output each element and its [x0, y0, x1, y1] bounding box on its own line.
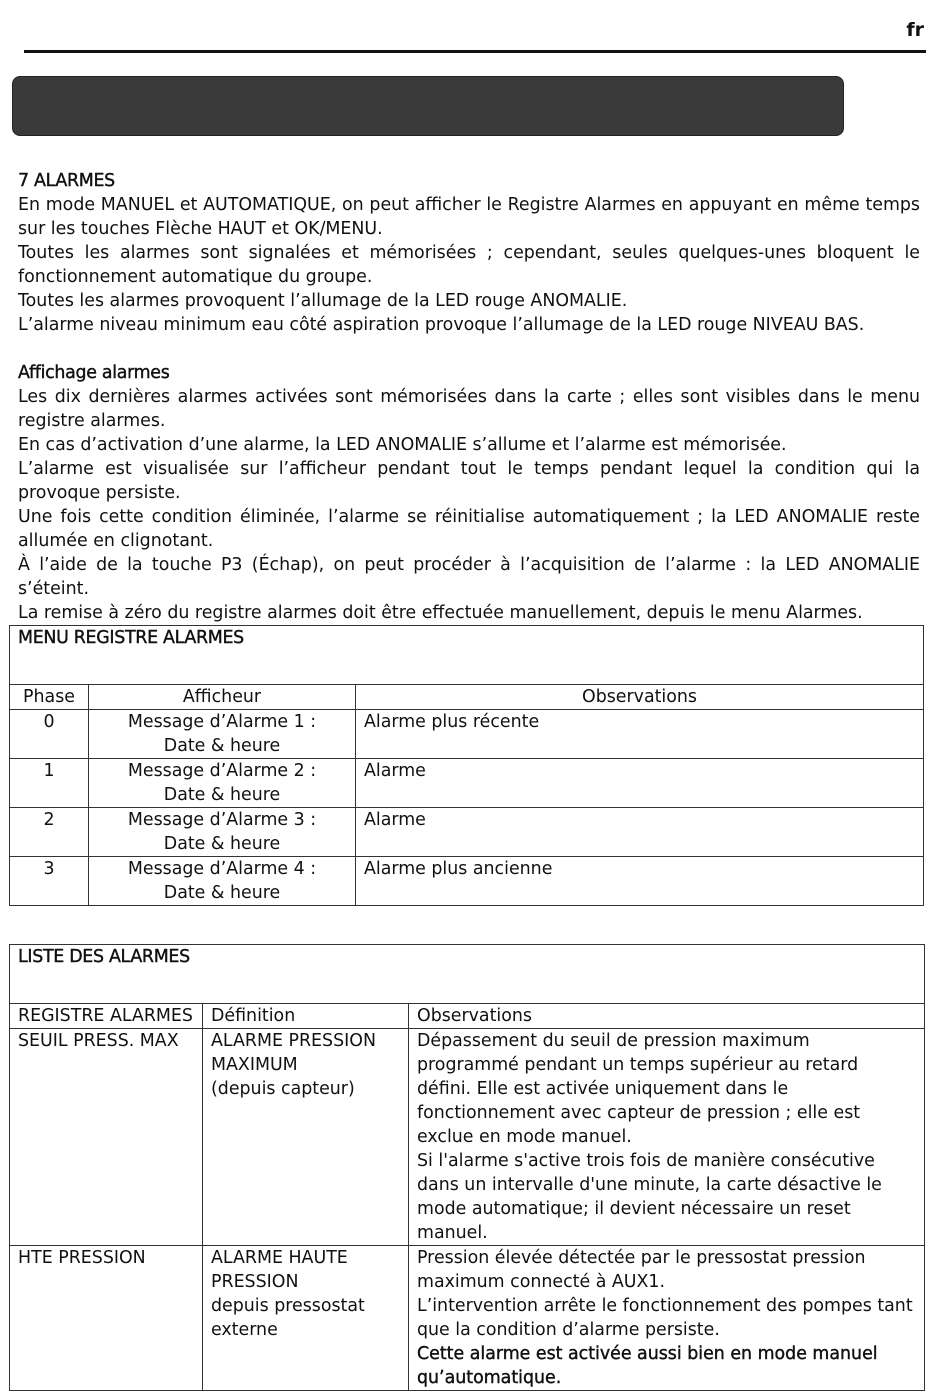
display-cell — [89, 759, 356, 808]
definition-line: externe — [211, 1320, 278, 1340]
observation-cell: Alarme plus ancienne — [356, 857, 924, 906]
phase-cell: 1 — [10, 759, 89, 808]
sub-paragraph: La remise à zéro du registre alarmes doit être effectuée manuellement, depuis le menu Alarmes. — [18, 603, 863, 623]
phase-cell: 2 — [10, 808, 89, 857]
phase-cell: 3 — [10, 857, 89, 906]
register-cell: SEUIL PRESS. MAX — [10, 1029, 203, 1246]
header-cell: Observations — [409, 1004, 925, 1029]
definition-line: (depuis capteur) — [211, 1079, 355, 1099]
sub-paragraph: Une fois cette condition éliminée, l’alarme se réinitialise automatiquement ; la LED ANOMALIE reste allumée en clignotant. — [18, 507, 920, 551]
table-title: LISTE DES ALARMES — [10, 945, 925, 1004]
observation-cell: Alarme plus récente — [356, 710, 924, 759]
sub-paragraph: L’alarme est visualisée sur l’afficheur pendant tout le temps pendant lequel la condition qui la provoque persiste. — [18, 459, 920, 503]
display-line: Date & heure — [163, 736, 281, 756]
table-row — [10, 1029, 925, 1246]
observation-note: Cette alarme est activée aussi bien en mode manuel qu’automatique. — [417, 1344, 878, 1388]
definition-cell — [203, 1029, 409, 1246]
section-title: 7 ALARMES — [18, 171, 115, 191]
observation-text: Dépassement du seuil de pression maximum programmé pendant un temps supérieur au retard défini. Elle est activée uniquement dans le fonctionnement avec capteur de pression ; elle est exclue en mode manuel. — [417, 1031, 861, 1147]
display-cell — [89, 710, 356, 759]
intro-paragraph: Toutes les alarmes sont signalées et mémorisées ; cependant, seules quelques-unes bloquent le fonctionnement automatique du groupe. — [18, 243, 920, 287]
display-cell — [89, 857, 356, 906]
definition-line: ALARME PRESSION — [211, 1031, 376, 1051]
sub-paragraph: À l’aide de la touche P3 (Échap), on peut procéder à l’acquisition de l’alarme : la LED ANOMALIE s’éteint. — [18, 555, 920, 599]
table-row — [10, 808, 924, 857]
display-line: Message d’Alarme 4 : — [127, 859, 317, 879]
menu-register-table — [9, 625, 924, 906]
header-rule — [24, 50, 926, 53]
register-cell: HTE PRESSION — [10, 1246, 203, 1391]
definition-line: depuis pressostat — [211, 1296, 365, 1316]
intro-paragraph: Toutes les alarmes provoquent l’allumage de la LED rouge ANOMALIE. — [18, 291, 628, 311]
phase-cell: 0 — [10, 710, 89, 759]
observation-cell — [409, 1029, 925, 1246]
observation-cell: Alarme — [356, 808, 924, 857]
observation-cell — [409, 1246, 925, 1391]
definition-line: PRESSION — [211, 1272, 299, 1292]
definition-line: ALARME HAUTE — [211, 1248, 348, 1268]
table-title: MENU REGISTRE ALARMES — [10, 626, 924, 685]
definition-line: MAXIMUM — [211, 1055, 298, 1075]
subsection-title: Affichage alarmes — [18, 363, 170, 383]
table-header-row — [10, 1004, 925, 1029]
observation-text: L’intervention arrête le fonctionnement des pompes tant que la condition d’alarme persiste. — [417, 1296, 913, 1340]
intro-paragraph: L’alarme niveau minimum eau côté aspiration provoque l’allumage de la LED rouge NIVEAU BAS. — [18, 315, 865, 335]
display-line: Message d’Alarme 3 : — [127, 810, 317, 830]
language-code: fr — [906, 19, 924, 41]
header-cell: REGISTRE ALARMES — [10, 1004, 203, 1029]
section-body — [18, 169, 920, 625]
table-header-row — [10, 685, 924, 710]
display-line: Date & heure — [163, 883, 281, 903]
display-line: Message d’Alarme 2 : — [127, 761, 317, 781]
section-banner — [12, 76, 844, 136]
header-cell: Définition — [203, 1004, 409, 1029]
display-line: Message d’Alarme 1 : — [127, 712, 317, 732]
observation-cell: Alarme — [356, 759, 924, 808]
observation-text: Si l'alarme s'active trois fois de manière consécutive dans un intervalle d'une minute, la carte désactive le mode automatique; il devient nécessaire un reset manuel. — [417, 1151, 882, 1243]
alarm-list-table — [9, 944, 925, 1391]
sub-paragraph: En cas d’activation d’une alarme, la LED ANOMALIE s’allume et l’alarme est mémorisée. — [18, 435, 787, 455]
table-row — [10, 759, 924, 808]
observation-text: Pression élevée détectée par le pressostat pression maximum connecté à AUX1. — [417, 1248, 866, 1292]
header-cell: Phase — [10, 685, 89, 710]
table-row — [10, 1246, 925, 1391]
table-row — [10, 710, 924, 759]
display-cell — [89, 808, 356, 857]
definition-cell — [203, 1246, 409, 1391]
sub-paragraph: Les dix dernières alarmes activées sont mémorisées dans la carte ; elles sont visibles dans le menu registre alarmes. — [18, 387, 920, 431]
display-line: Date & heure — [163, 834, 281, 854]
table-row — [10, 857, 924, 906]
intro-paragraph: En mode MANUEL et AUTOMATIQUE, on peut afficher le Registre Alarmes en appuyant en même temps sur les touches Flèche HAUT et OK/MENU. — [18, 195, 920, 239]
header-cell: Afficheur — [89, 685, 356, 710]
header-cell: Observations — [356, 685, 924, 710]
display-line: Date & heure — [163, 785, 281, 805]
